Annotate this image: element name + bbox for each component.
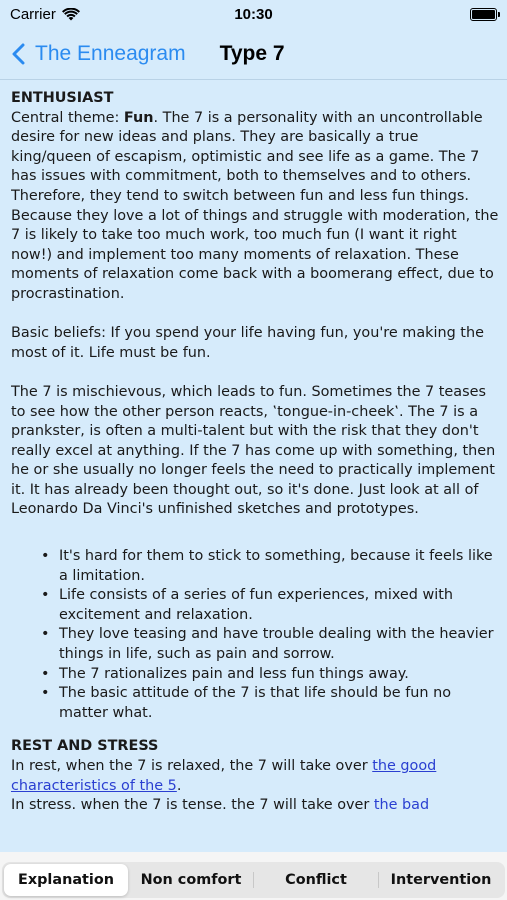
status-time: 10:30 [234,5,273,23]
list-item: • The basic attitude of the 7 is that life should be fun no matter what. [11,684,501,723]
segmented-control [2,862,505,898]
battery-icon [470,8,497,21]
wifi-icon [62,8,80,21]
content-area[interactable] [11,89,501,851]
intro-text: . The 7 is a personality with an uncontrollable desire for new ideas and plans. They are basically a true king/queen of escapism, optimistic and see life as a game. The 7 has issues with commitment, both to themselves and to others. Therefore, they tend to switch between fun and less fun things. Because they love a lot of things and struggle with moderation, the 7 is likely to take too much work, too much fun (I want it right now!) and implement too many moments of relaxation. These moments of relaxation come back with a boomerang effect, due to procrastination. [11,109,499,302]
rest-stress-heading: REST AND STRESS [11,738,159,755]
navigation-bar [0,28,507,80]
basic-beliefs-paragraph: Basic beliefs: If you spend your life having fun, you're making the most of it. Life must be fun. [11,325,484,361]
traits-list [11,547,501,723]
tab-explanation[interactable]: Explanation [4,864,128,896]
type-heading: ENTHUSIAST [11,90,114,106]
bottom-tab-bar [0,852,507,900]
back-button-label: The Enneagram [35,41,186,65]
list-item: • It's hard for them to stick to something, because it feels like a limitation. [11,547,501,586]
tab-non-comfort[interactable]: Non comfort [140,872,242,888]
intro-paragraph [11,109,501,305]
type-bad-link[interactable]: the bad [373,797,430,814]
central-theme: Fun [123,109,154,126]
list-item: • They love teasing and have trouble dealing with the heavier things in life, such as pain and sorrow. [11,625,501,664]
rest-prefix: In rest, when the 7 is relaxed, the 7 will take over [11,758,373,774]
type-5-good-link[interactable]: the good characteristics of the 5 [11,758,437,794]
status-left [10,6,80,23]
list-item: • Life consists of a series of fun experiences, mixed with excitement and relaxation. [11,586,501,625]
status-bar [0,0,507,28]
list-item: • The 7 rationalizes pain and less fun things away. [11,665,501,685]
mischievous-paragraph: The 7 is mischievous, which leads to fun. Sometimes the 7 teases to see how the other person reacts, ‛tongue-in-cheek‛. The 7 is a prankster, is often a multi-talent but with the risk that they don't really excel at anything. If the 7 has come up with something, then he or she usually no longer feels the need to practically implement it. It has already been thought out, so it's done. Just look at all of Leonardo Da Vinci's unfinished sketches and prototypes. [11,383,496,518]
intro-prefix: Central theme: [11,109,124,126]
rest-suffix: . [176,777,182,794]
tab-conflict[interactable]: Conflict [285,872,347,888]
page-title: Type 7 [219,41,285,65]
stress-paragraph [11,796,501,816]
rest-paragraph [11,757,501,796]
back-button[interactable] [0,42,186,66]
tab-intervention[interactable]: Intervention [390,872,492,888]
stress-prefix: In stress. when the 7 is tense. the 7 will take over [11,797,374,814]
chevron-left-icon [12,43,25,65]
carrier-label: Carrier [10,5,56,23]
